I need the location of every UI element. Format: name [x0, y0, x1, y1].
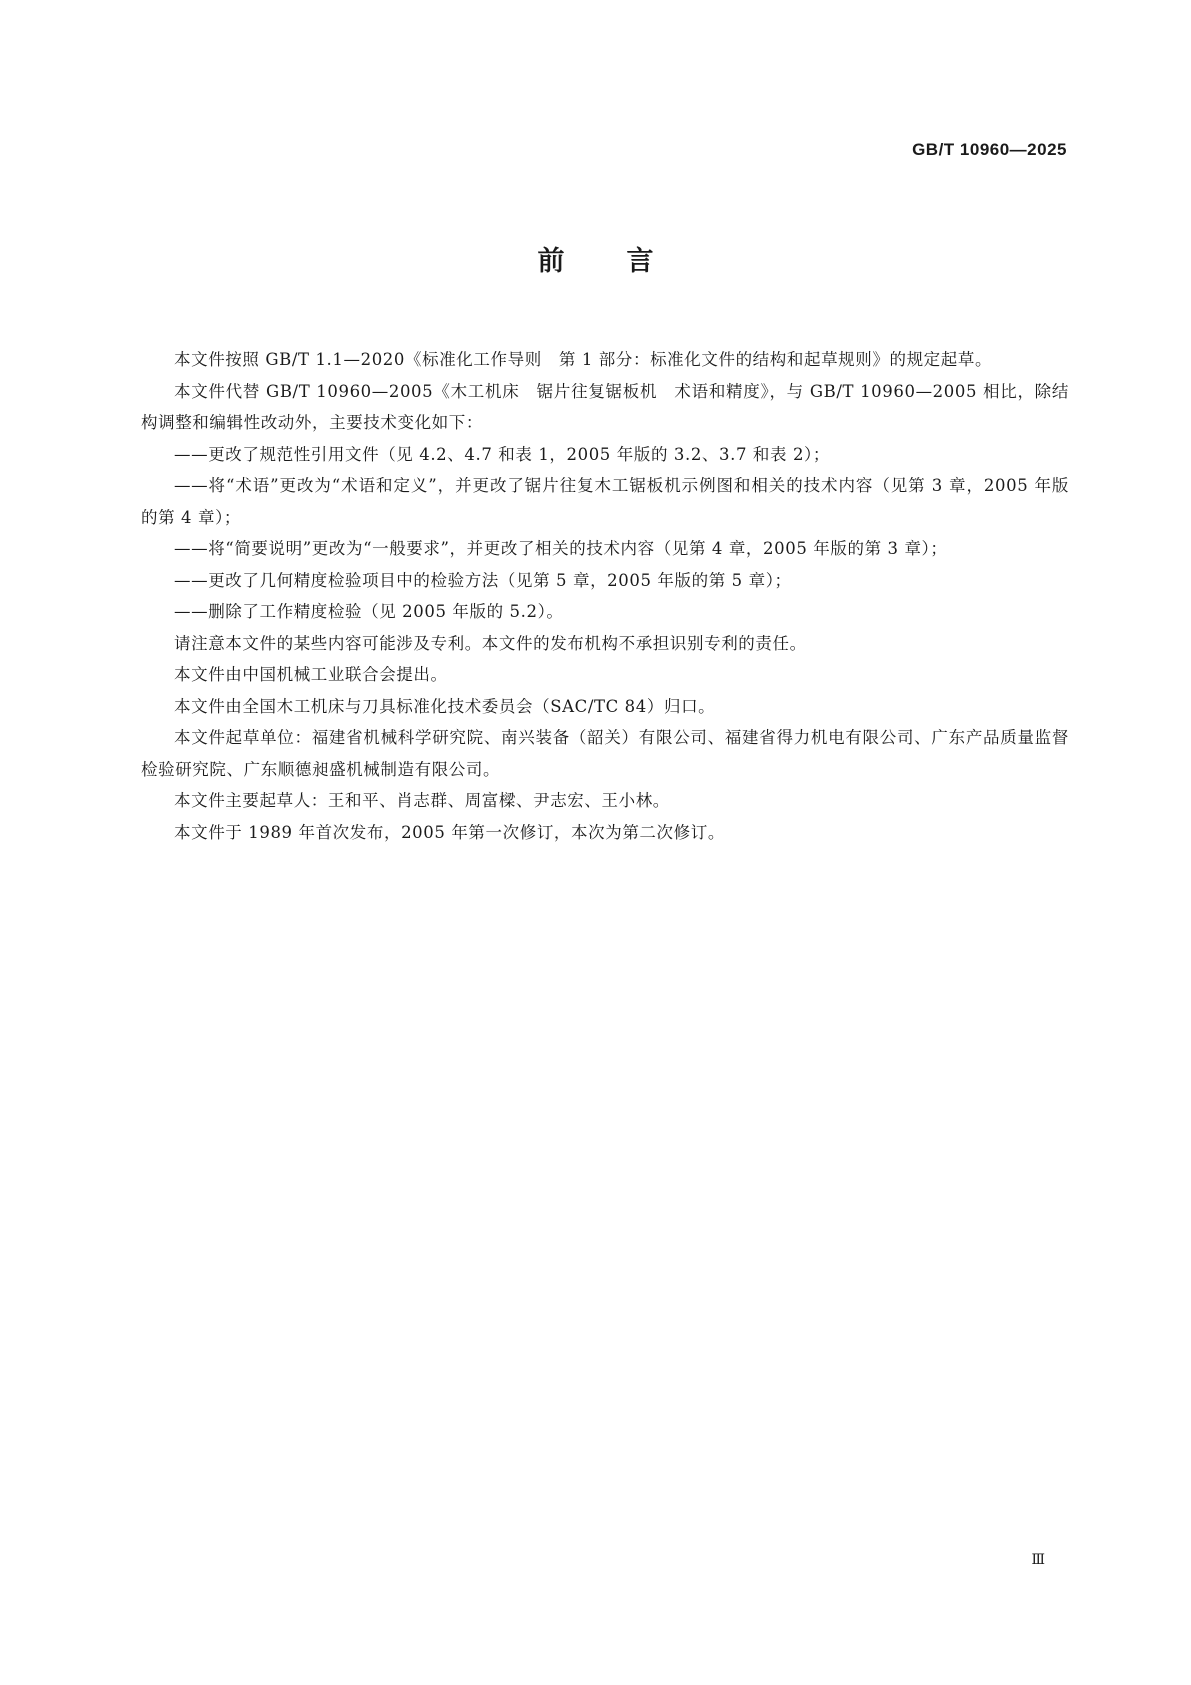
- change-item-deletion: ——删除了工作精度检验（见 2005 年版的 5.2）。: [174, 602, 564, 621]
- paragraph-proposer: 本文件由中国机械工业联合会提出。: [174, 665, 448, 684]
- paragraph-patent-notice: 请注意本文件的某些内容可能涉及专利。本文件的发布机构不承担识别专利的责任。: [174, 633, 807, 653]
- paragraph-history: 本文件于 1989 年首次发布，2005 年第一次修订，本次为第二次修订。: [174, 822, 725, 842]
- paragraph-technical-committee: 本文件由全国木工机床与刀具标准化技术委员会（SAC/TC 84）归口。: [174, 696, 716, 716]
- page-number: Ⅲ: [1031, 1553, 1045, 1568]
- paragraph-drafting-units: 本文件起草单位：福建省机械科学研究院、南兴装备（韶关）有限公司、福建省得力机电有限公司、广东产品质量监督检验研究院、广东顺德昶盛机械制造有限公司。: [141, 728, 1069, 779]
- change-item-methods: ——更改了几何精度检验项目中的检验方法（见第 5 章，2005 年版的第 5 章）；: [174, 570, 792, 590]
- change-item-requirements: ——将“简要说明”更改为“一般要求”，并更改了相关的技术内容（见第 4 章，2005 年版的第 3 章）；: [174, 539, 948, 558]
- paragraph-replacement: 本文件代替 GB/T 10960—2005《木工机床 锯片往复锯板机 术语和精度》，与 GB/T 10960—2005 相比，除结构调整和编辑性改动外，主要技术变化如下：: [141, 381, 1069, 432]
- foreword-body: [141, 344, 1069, 848]
- document-code: GB/T 10960—2025: [912, 140, 1067, 159]
- change-item-terms: ——将“术语”更改为“术语和定义”，并更改了锯片往复木工锯板机示例图和相关的技术内容（见第 3 章，2005 年版的第 4 章）；: [141, 476, 1069, 527]
- change-item-references: ——更改了规范性引用文件（见 4.2、4.7 和表 1，2005 年版的 3.2、3.7 和表 2）；: [174, 444, 831, 464]
- page-title: 前言: [537, 246, 716, 277]
- paragraph-drafters: 本文件主要起草人：王和平、肖志群、周富樑、尹志宏、王小林。: [174, 791, 670, 810]
- paragraph-drafting-rules: 本文件按照 GB/T 1.1—2020《标准化工作导则 第 1 部分：标准化文件的结构和起草规则》的规定起草。: [174, 350, 993, 369]
